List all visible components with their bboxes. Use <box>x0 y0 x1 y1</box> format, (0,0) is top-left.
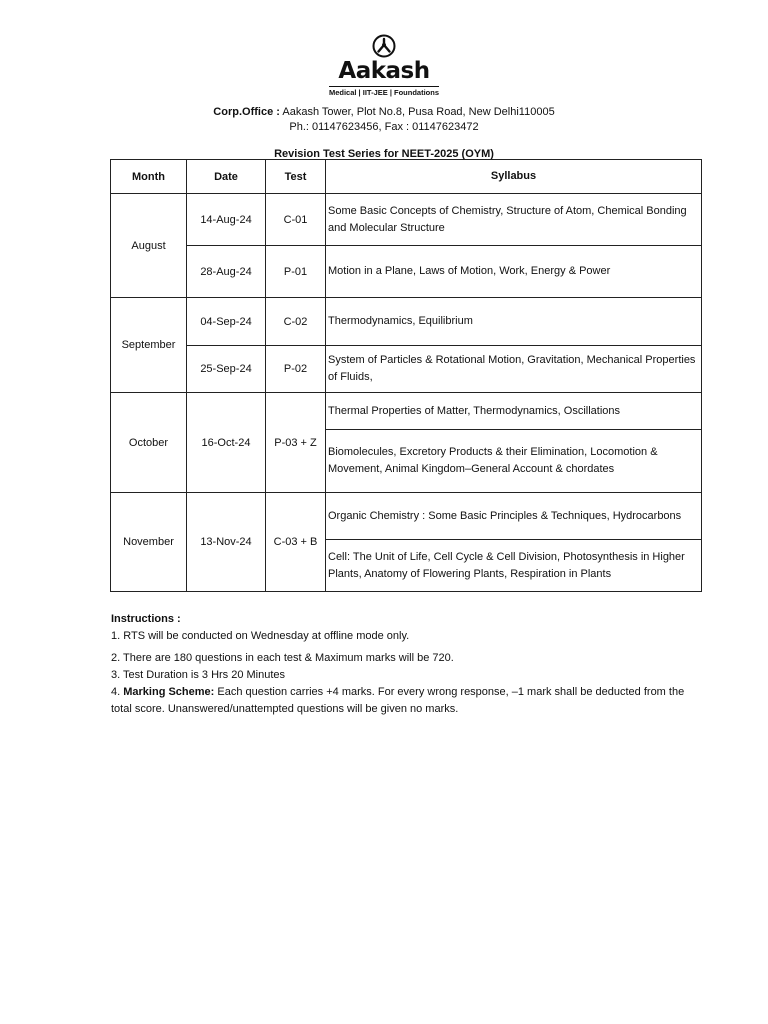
date-cell: 16-Oct-24 <box>187 393 266 493</box>
corp-office-line <box>0 105 768 120</box>
table-row <box>111 194 702 246</box>
date-cell: 28-Aug-24 <box>187 246 266 298</box>
table-row <box>111 346 702 393</box>
schedule-table <box>110 159 702 592</box>
test-cell: C-01 <box>266 194 326 246</box>
month-cell: November <box>111 493 187 592</box>
header-date: Date <box>187 160 266 194</box>
header-syllabus: Syllabus <box>326 160 702 194</box>
test-cell: P-03 + Z <box>266 393 326 493</box>
date-cell: 25-Sep-24 <box>187 346 266 393</box>
syllabus-cell: Cell: The Unit of Life, Cell Cycle & Cell Division, Photosynthesis in Higher Plants, Anatomy of Flowering Plants, Respiration in Plants <box>326 540 702 592</box>
corp-office-label: Corp.Office : <box>213 106 280 118</box>
instruction-item: 3. Test Duration is 3 Hrs 20 Minutes <box>111 669 286 681</box>
month-cell: October <box>111 393 187 493</box>
syllabus-cell: System of Particles & Rotational Motion, Gravitation, Mechanical Properties of Fluids, <box>326 346 702 393</box>
instruction-number: 4. <box>111 686 124 698</box>
series-title: Revision Test Series for NEET-2025 (OYM) <box>274 148 494 160</box>
brand-name: Aakash <box>338 58 430 84</box>
document-header <box>0 34 768 161</box>
date-cell: 13-Nov-24 <box>187 493 266 592</box>
date-cell: 14-Aug-24 <box>187 194 266 246</box>
test-cell: P-01 <box>266 246 326 298</box>
table-row <box>111 246 702 298</box>
instructions-title: Instructions : <box>111 613 181 625</box>
aakash-tripod-logo-icon <box>371 34 397 58</box>
table-row <box>111 393 702 430</box>
table-row <box>111 493 702 540</box>
marking-scheme-text: Each question carries +4 marks. For every wrong response, –1 mark shall be deducted from the total score. Unanswered/unattempted questions will be given no marks. <box>111 686 685 715</box>
test-cell: C-03 + B <box>266 493 326 592</box>
syllabus-cell: Motion in a Plane, Laws of Motion, Work, Energy & Power <box>326 246 702 298</box>
test-cell: P-02 <box>266 346 326 393</box>
syllabus-cell: Thermal Properties of Matter, Thermodynamics, Oscillations <box>326 393 702 430</box>
month-cell: August <box>111 194 187 298</box>
instruction-item: 1. RTS will be conducted on Wednesday at offline mode only. <box>111 630 410 642</box>
phone-fax-line: Ph.: 01147623456, Fax : 01147623472 <box>289 121 479 133</box>
month-cell: September <box>111 298 187 393</box>
instruction-item: 2. There are 180 questions in each test & Maximum marks will be 720. <box>111 652 454 664</box>
syllabus-cell: Some Basic Concepts of Chemistry, Structure of Atom, Chemical Bonding and Molecular Structure <box>326 194 702 246</box>
marking-scheme-label: Marking Scheme: <box>123 686 215 698</box>
syllabus-cell: Thermodynamics, Equilibrium <box>326 298 702 346</box>
brand-tagline: Medical | IIT-JEE | Foundations <box>328 88 440 97</box>
brand-logo <box>329 34 439 100</box>
corp-office-address: Aakash Tower, Plot No.8, Pusa Road, New Delhi110005 <box>282 106 555 118</box>
header-test: Test <box>266 160 326 194</box>
table-row <box>111 298 702 346</box>
date-cell: 04-Sep-24 <box>187 298 266 346</box>
syllabus-cell: Biomolecules, Excretory Products & their Elimination, Locomotion & Movement, Animal Kingdom–General Account & chordates <box>326 430 702 493</box>
table-header-row <box>111 160 702 194</box>
test-cell: C-02 <box>266 298 326 346</box>
instructions-section <box>111 611 703 718</box>
syllabus-cell: Organic Chemistry : Some Basic Principles & Techniques, Hydrocarbons <box>326 493 702 540</box>
header-month: Month <box>111 160 187 194</box>
instruction-item-marking <box>111 684 703 718</box>
